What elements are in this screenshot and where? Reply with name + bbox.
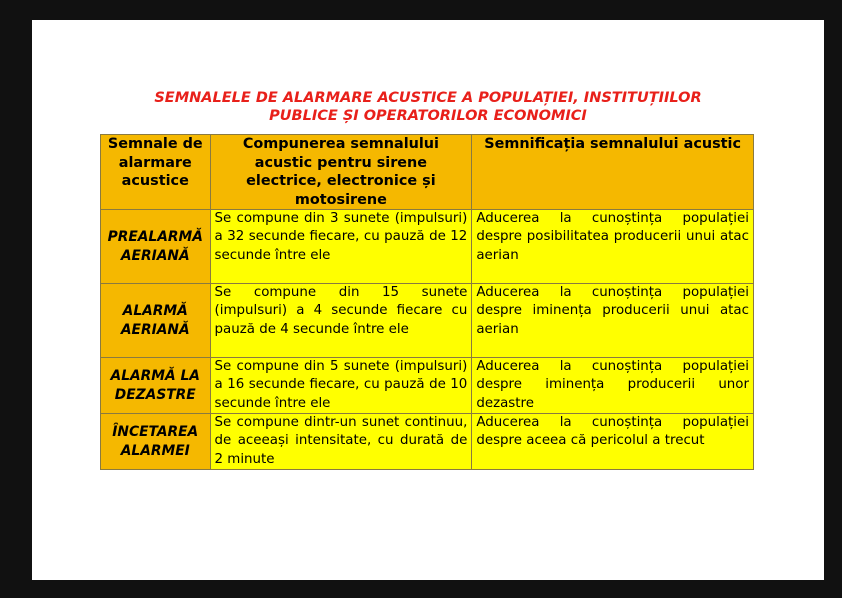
document-title (32, 89, 824, 125)
table-row (101, 284, 754, 358)
row-signal-name: ALARMĂ LA DEZASTRE (101, 358, 211, 414)
row-meaning: Aducerea la cunoștința populației despre aceea că pericolul a trecut (472, 414, 754, 470)
table-row (101, 358, 754, 414)
header-composition: Compunerea semnalului acustic pentru sirene electrice, electronice și motosirene (210, 135, 472, 210)
row-signal-name: ALARMĂ AERIANĂ (101, 284, 211, 358)
table-row (101, 414, 754, 470)
alarm-signals-table (100, 134, 754, 470)
row-composition: Se compune din 15 sunete (impulsuri) a 4 secunde fiecare cu pauză de 4 secunde între ele (210, 284, 472, 358)
header-signal-type: Semnale de alarmare acustice (101, 135, 211, 210)
row-composition: Se compune dintr-un sunet continuu, de aceeași intensitate, cu durată de 2 minute (210, 414, 472, 470)
document-page (32, 20, 824, 580)
row-meaning: Aducerea la cunoștința populației despre iminența producerii unui atac aerian (472, 284, 754, 358)
row-meaning: Aducerea la cunoștința populației despre posibilitatea producerii unui atac aerian (472, 210, 754, 284)
row-composition: Se compune din 5 sunete (impulsuri) a 16 secunde fiecare, cu pauză de 10 secunde între ele (210, 358, 472, 414)
title-line-1: SEMNALELE DE ALARMARE ACUSTICE A POPULAȚIEI, INSTITUȚIILOR (154, 90, 702, 106)
row-composition: Se compune din 3 sunete (impulsuri) a 32 secunde fiecare, cu pauză de 12 secunde între ele (210, 210, 472, 284)
row-signal-name: PREALARMĂ AERIANĂ (101, 210, 211, 284)
row-meaning: Aducerea la cunoștința populației despre iminența producerii unor dezastre (472, 358, 754, 414)
row-signal-name: ÎNCETAREA ALARMEI (101, 414, 211, 470)
table-header-row (101, 135, 754, 210)
table-row (101, 210, 754, 284)
title-line-2: PUBLICE ȘI OPERATORILOR ECONOMICI (269, 108, 587, 124)
header-meaning: Semnificația semnalului acustic (472, 135, 754, 210)
